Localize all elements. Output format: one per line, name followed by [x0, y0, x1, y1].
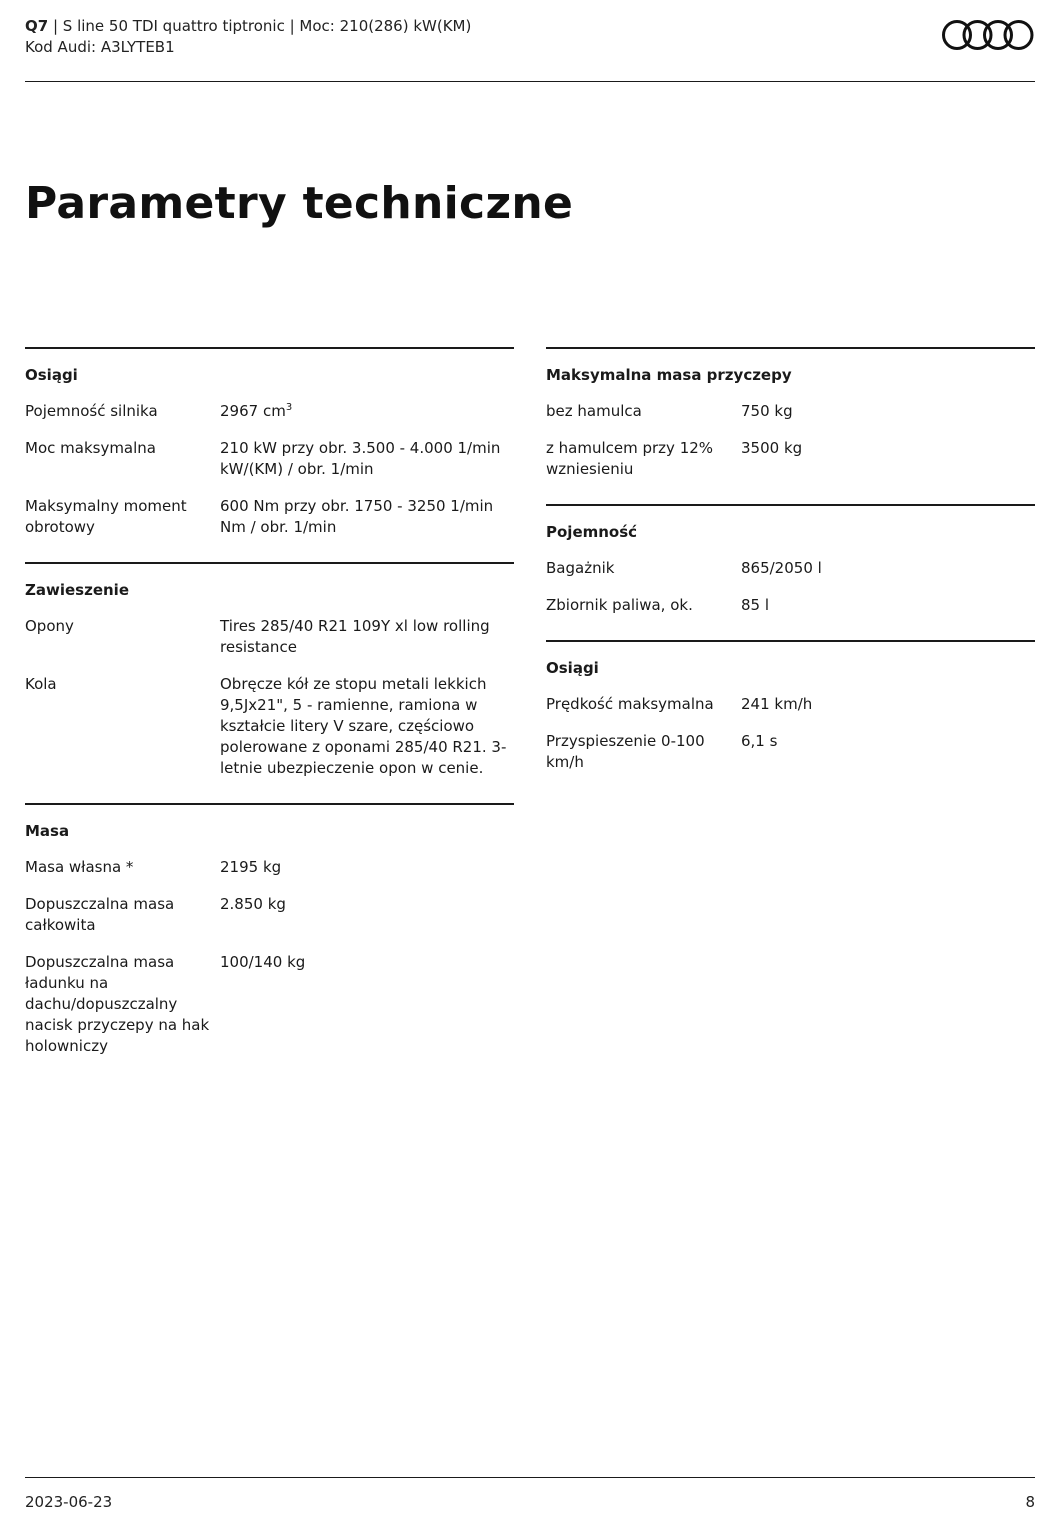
spec-value: 750 kg	[741, 402, 793, 420]
left-column	[25, 347, 514, 1081]
spec-value: 2195 kg	[220, 858, 282, 876]
audi-rings-logo-icon	[940, 18, 1036, 52]
spec-row	[25, 438, 514, 480]
spec-label: bez hamulca	[546, 402, 642, 420]
section-pojemnosc	[546, 504, 1035, 616]
footer-divider	[25, 1477, 1035, 1478]
spec-value: 3500 kg	[741, 439, 803, 457]
section-zawieszenie	[25, 562, 514, 779]
section-title: Zawieszenie	[25, 581, 129, 599]
spec-row	[546, 595, 1035, 616]
spec-label: Masa własna *	[25, 858, 134, 876]
model-name: Q7	[25, 17, 49, 35]
spec-row	[25, 952, 514, 1057]
engine-capacity: 2967 cm	[220, 402, 286, 420]
spec-value: 865/2050 l	[741, 559, 822, 577]
spec-row	[546, 438, 1035, 480]
spec-value: 241 km/h	[741, 695, 813, 713]
spec-row	[25, 674, 514, 779]
header-divider	[25, 81, 1035, 82]
spec-value: Tires 285/40 R21 109Y xl low rolling resistance	[220, 617, 490, 656]
section-title: Osiągi	[546, 659, 599, 677]
spec-row	[25, 401, 514, 422]
spec-row	[546, 694, 1035, 715]
model-line	[25, 16, 471, 37]
document-header	[25, 16, 471, 58]
spec-value	[220, 401, 514, 422]
model-subtitle: | S line 50 TDI quattro tiptronic | Moc: 210(286) kW(KM)	[48, 17, 472, 35]
spec-value: Obręcze kół ze stopu metali lekkich 9,5Jx21", 5 - ramienne, ramiona w kształcie litery V szare, częściowo polerowane z oponami 285/40 R21. 3-letnie ubezpieczenie opon w cenie.	[220, 675, 507, 777]
spec-label: Opony	[25, 617, 74, 635]
spec-row	[25, 894, 514, 936]
section-title: Masa	[25, 822, 70, 840]
spec-row	[25, 616, 514, 658]
footer-date: 2023-06-23	[25, 1493, 113, 1511]
page-title: Parametry techniczne	[25, 178, 574, 229]
spec-value: 600 Nm przy obr. 1750 - 3250 1/min Nm / obr. 1/min	[220, 497, 494, 536]
spec-row	[25, 857, 514, 878]
section-osiagi-2	[546, 640, 1035, 773]
spec-label: Kola	[25, 675, 57, 693]
section-przyczepa	[546, 347, 1035, 480]
spec-value: 2.850 kg	[220, 895, 286, 913]
spec-row	[546, 731, 1035, 773]
superscript: 3	[285, 402, 293, 413]
spec-label: Zbiornik paliwa, ok.	[546, 596, 693, 614]
right-column	[546, 347, 1035, 797]
spec-value: 85 l	[741, 596, 770, 614]
spec-row	[546, 401, 1035, 422]
spec-value: 100/140 kg	[220, 953, 306, 971]
spec-label: Pojemność silnika	[25, 402, 158, 420]
spec-label: Moc maksymalna	[25, 439, 156, 457]
spec-label: z hamulcem przy 12% wzniesieniu	[546, 439, 714, 478]
spec-label: Prędkość maksymalna	[546, 695, 714, 713]
audi-code: Kod Audi: A3LYTEB1	[25, 38, 175, 56]
spec-value: 6,1 s	[741, 732, 778, 750]
spec-row	[25, 496, 514, 538]
section-masa	[25, 803, 514, 1057]
spec-label: Bagażnik	[546, 559, 615, 577]
section-title: Maksymalna masa przyczepy	[546, 366, 792, 384]
spec-label: Dopuszczalna masa całkowita	[25, 895, 175, 934]
section-title: Osiągi	[25, 366, 78, 384]
spec-value: 210 kW przy obr. 3.500 - 4.000 1/min kW/(KM) / obr. 1/min	[220, 439, 501, 478]
section-title: Pojemność	[546, 523, 638, 541]
spec-label: Maksymalny moment obrotowy	[25, 497, 187, 536]
spec-label: Przyspieszenie 0-100 km/h	[546, 732, 705, 771]
page-number: 8	[1025, 1493, 1035, 1511]
section-osiagi	[25, 347, 514, 538]
spec-row	[546, 558, 1035, 579]
spec-label: Dopuszczalna masa ładunku na dachu/dopuszczalny nacisk przyczepy na hak holowniczy	[25, 953, 210, 1055]
